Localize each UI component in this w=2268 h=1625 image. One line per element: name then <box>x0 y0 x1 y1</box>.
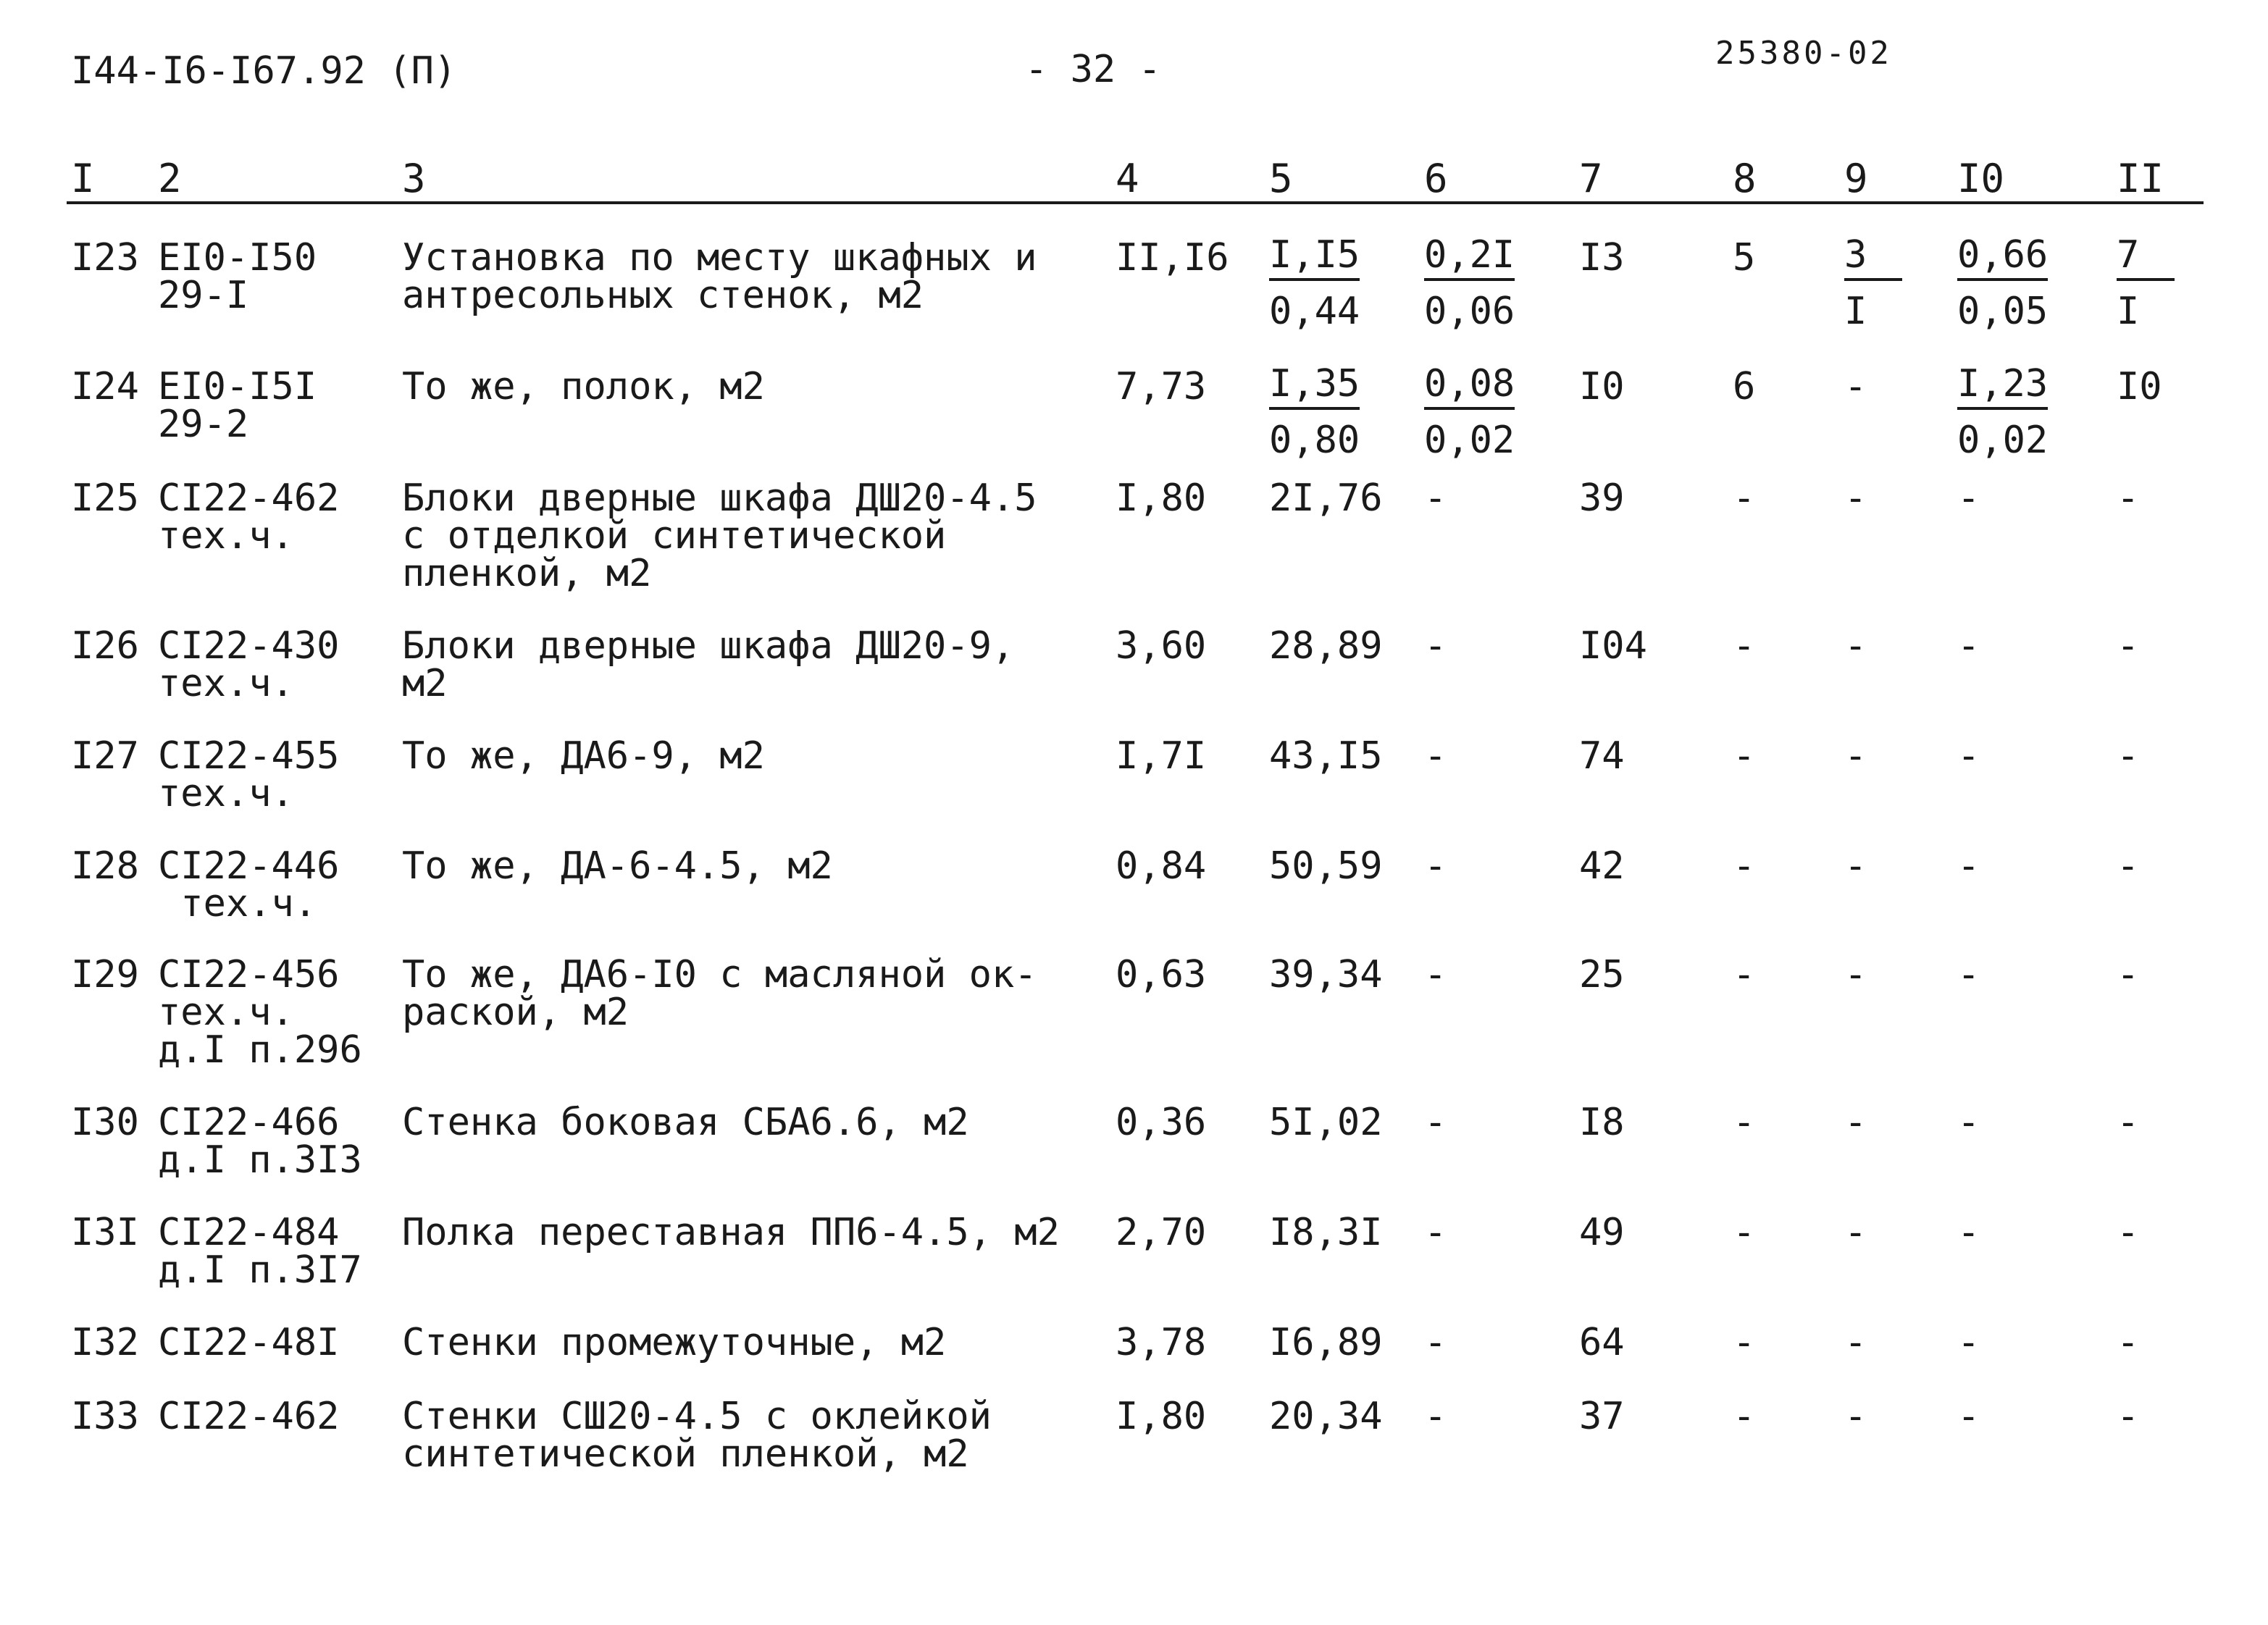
value-c7: 64 <box>1579 1321 1625 1364</box>
work-description: То же, ДА-6-4.5, м2 <box>402 844 833 888</box>
value-c6: - <box>1424 1395 1447 1438</box>
value-c5: I8,3I <box>1269 1211 1383 1254</box>
work-description: Блоки дверные шкафа ДШ20-4.5 с отделкой синтетической пленкой, м2 <box>402 476 1037 595</box>
value-c8: - <box>1733 1211 1756 1254</box>
work-description: То же, ДА6-I0 с масляной ок- раской, м2 <box>402 953 1037 1034</box>
rate-code: EI0-I5I 29-2 <box>158 365 317 446</box>
row-number: I29 <box>71 953 139 996</box>
fraction-value <box>1269 233 1360 333</box>
work-description: Полка переставная ПП6-4.5, м2 <box>402 1211 1060 1254</box>
rate-code: CI22-430 тех.ч. <box>158 624 340 705</box>
value-c4: 2,70 <box>1116 1211 1207 1254</box>
value-c5: 43,I5 <box>1269 734 1383 778</box>
column-header-3: 3 <box>402 156 426 201</box>
fraction-value <box>1424 362 1515 462</box>
rate-code: CI22-466 д.I п.3I3 <box>158 1101 362 1182</box>
value-c5: I6,89 <box>1269 1321 1383 1364</box>
column-header-9: 9 <box>1844 156 1868 201</box>
fraction-denominator: 0,06 <box>1424 290 1515 333</box>
value-c4: II,I6 <box>1116 236 1229 280</box>
value-c7: I04 <box>1579 624 1647 668</box>
value-c5: 50,59 <box>1269 844 1383 888</box>
value-c4: 3,60 <box>1116 624 1207 668</box>
column-header-5: 5 <box>1269 156 1293 201</box>
row-number: I28 <box>71 844 139 888</box>
rate-code: EI0-I50 29-I <box>158 236 317 317</box>
value-c7: 39 <box>1579 476 1625 520</box>
value-c8: - <box>1733 734 1756 778</box>
value-c11: - <box>2117 1101 2140 1144</box>
value-c5: 28,89 <box>1269 624 1383 668</box>
fraction-numerator: 0,66 <box>1957 236 2048 281</box>
column-header-4: 4 <box>1116 156 1139 201</box>
column-header-11: II <box>2117 156 2164 201</box>
value-c11: - <box>2117 734 2140 778</box>
value-c8: - <box>1733 1395 1756 1438</box>
work-description: То же, полок, м2 <box>402 365 765 408</box>
value-c7: 37 <box>1579 1395 1625 1438</box>
value-c7: I3 <box>1579 236 1625 280</box>
rate-code: CI22-455 тех.ч. <box>158 734 340 815</box>
row-number: I26 <box>71 624 139 668</box>
value-c6: - <box>1424 1321 1447 1364</box>
value-c4: I,7I <box>1116 734 1207 778</box>
value-c11: - <box>2117 1211 2140 1254</box>
value-c4: 0,36 <box>1116 1101 1207 1144</box>
value-c11: - <box>2117 953 2140 996</box>
row-number: I30 <box>71 1101 139 1144</box>
column-header-1: I <box>71 156 95 201</box>
value-c9: - <box>1844 734 1867 778</box>
fraction-numerator: I,23 <box>1957 365 2048 410</box>
row-number: I27 <box>71 734 139 778</box>
fraction-value <box>1424 233 1515 333</box>
column-header-6: 6 <box>1424 156 1448 201</box>
value-c11: - <box>2117 476 2140 520</box>
fraction-value <box>1844 233 1902 333</box>
value-c9: - <box>1844 844 1867 888</box>
value-c9: - <box>1844 1211 1867 1254</box>
fraction-numerator: I,I5 <box>1269 236 1360 281</box>
value-c6: - <box>1424 1211 1447 1254</box>
row-number: I32 <box>71 1321 139 1364</box>
row-number: I24 <box>71 365 139 408</box>
value-c11: - <box>2117 844 2140 888</box>
value-c8: 5 <box>1733 236 1756 280</box>
value-c8: 6 <box>1733 365 1756 408</box>
value-c9: - <box>1844 953 1867 996</box>
fraction-value <box>1957 362 2049 462</box>
value-c7: 49 <box>1579 1211 1625 1254</box>
fraction-numerator: 7 <box>2117 236 2175 281</box>
value-c6: - <box>1424 624 1447 668</box>
work-description: Блоки дверные шкафа ДШ20-9, м2 <box>402 624 1015 705</box>
rate-code: CI22-456 тех.ч. д.I п.296 <box>158 953 362 1072</box>
fraction-denominator: I <box>2117 290 2140 333</box>
value-c4: 0,63 <box>1116 953 1207 996</box>
value-c10: - <box>1957 1321 1980 1364</box>
document-code: I44-I6-I67.92 (П) <box>71 49 457 93</box>
value-c9: - <box>1844 1395 1867 1438</box>
value-c6: - <box>1424 844 1447 888</box>
rate-code: CI22-446 тех.ч. <box>158 844 340 925</box>
value-c10: - <box>1957 1101 1980 1144</box>
value-c11: I0 <box>2117 365 2162 408</box>
value-c4: I,80 <box>1116 1395 1207 1438</box>
row-number: I33 <box>71 1395 139 1438</box>
page-number: - 32 - <box>1025 48 1161 91</box>
archive-stamp: 25380-02 <box>1715 35 1892 72</box>
fraction-denominator: 0,80 <box>1269 419 1360 462</box>
column-header-7: 7 <box>1579 156 1603 201</box>
value-c8: - <box>1733 624 1756 668</box>
rate-code: CI22-484 д.I п.3I7 <box>158 1211 362 1292</box>
value-c7: I8 <box>1579 1101 1625 1144</box>
fraction-value <box>2117 233 2175 333</box>
value-c10: - <box>1957 476 1980 520</box>
fraction-value <box>1269 362 1360 462</box>
column-header-10: I0 <box>1957 156 2005 201</box>
column-header-8: 8 <box>1733 156 1757 201</box>
rate-code: CI22-462 <box>158 1395 340 1438</box>
value-c11: - <box>2117 1321 2140 1364</box>
row-number: I23 <box>71 236 139 280</box>
value-c11: - <box>2117 624 2140 668</box>
value-c10: - <box>1957 953 1980 996</box>
value-c10: - <box>1957 1211 1980 1254</box>
value-c8: - <box>1733 1101 1756 1144</box>
work-description: То же, ДА6-9, м2 <box>402 734 765 778</box>
header-rule <box>67 201 2204 204</box>
value-c4: 3,78 <box>1116 1321 1207 1364</box>
value-c6: - <box>1424 953 1447 996</box>
value-c6: - <box>1424 476 1447 520</box>
value-c10: - <box>1957 844 1980 888</box>
column-header-2: 2 <box>158 156 182 201</box>
rate-code: CI22-462 тех.ч. <box>158 476 340 558</box>
value-c8: - <box>1733 1321 1756 1364</box>
row-number: I25 <box>71 476 139 520</box>
value-c6: - <box>1424 1101 1447 1144</box>
value-c10: - <box>1957 734 1980 778</box>
value-c9: - <box>1844 1101 1867 1144</box>
value-c7: 74 <box>1579 734 1625 778</box>
value-c5: 20,34 <box>1269 1395 1383 1438</box>
value-c9: - <box>1844 1321 1867 1364</box>
fraction-numerator: 3 <box>1844 236 1902 281</box>
value-c10: - <box>1957 624 1980 668</box>
fraction-numerator: 0,2I <box>1424 236 1515 281</box>
value-c9: - <box>1844 365 1867 408</box>
rate-code: CI22-48I <box>158 1321 340 1364</box>
fraction-denominator: 0,05 <box>1957 290 2049 333</box>
value-c8: - <box>1733 476 1756 520</box>
fraction-numerator: I,35 <box>1269 365 1360 410</box>
work-description: Установка по месту шкафных и антресольных стенок, м2 <box>402 236 1037 317</box>
value-c9: - <box>1844 476 1867 520</box>
value-c4: 0,84 <box>1116 844 1207 888</box>
value-c5: 2I,76 <box>1269 476 1383 520</box>
row-number: I3I <box>71 1211 139 1254</box>
value-c9: - <box>1844 624 1867 668</box>
value-c7: I0 <box>1579 365 1625 408</box>
value-c4: I,80 <box>1116 476 1207 520</box>
fraction-denominator: I <box>1844 290 1867 333</box>
value-c6: - <box>1424 734 1447 778</box>
fraction-value <box>1957 233 2049 333</box>
value-c5: 39,34 <box>1269 953 1383 996</box>
value-c10: - <box>1957 1395 1980 1438</box>
work-description: Стенки СШ20-4.5 с оклейкой синтетической пленкой, м2 <box>402 1395 992 1476</box>
value-c8: - <box>1733 953 1756 996</box>
fraction-denominator: 0,44 <box>1269 290 1360 333</box>
value-c4: 7,73 <box>1116 365 1207 408</box>
work-description: Стенки промежуточные, м2 <box>402 1321 947 1364</box>
fraction-denominator: 0,02 <box>1957 419 2049 462</box>
value-c5: 5I,02 <box>1269 1101 1383 1144</box>
value-c7: 25 <box>1579 953 1625 996</box>
value-c11: - <box>2117 1395 2140 1438</box>
fraction-numerator: 0,08 <box>1424 365 1515 410</box>
value-c8: - <box>1733 844 1756 888</box>
work-description: Стенка боковая СБА6.6, м2 <box>402 1101 969 1144</box>
fraction-denominator: 0,02 <box>1424 419 1515 462</box>
value-c7: 42 <box>1579 844 1625 888</box>
